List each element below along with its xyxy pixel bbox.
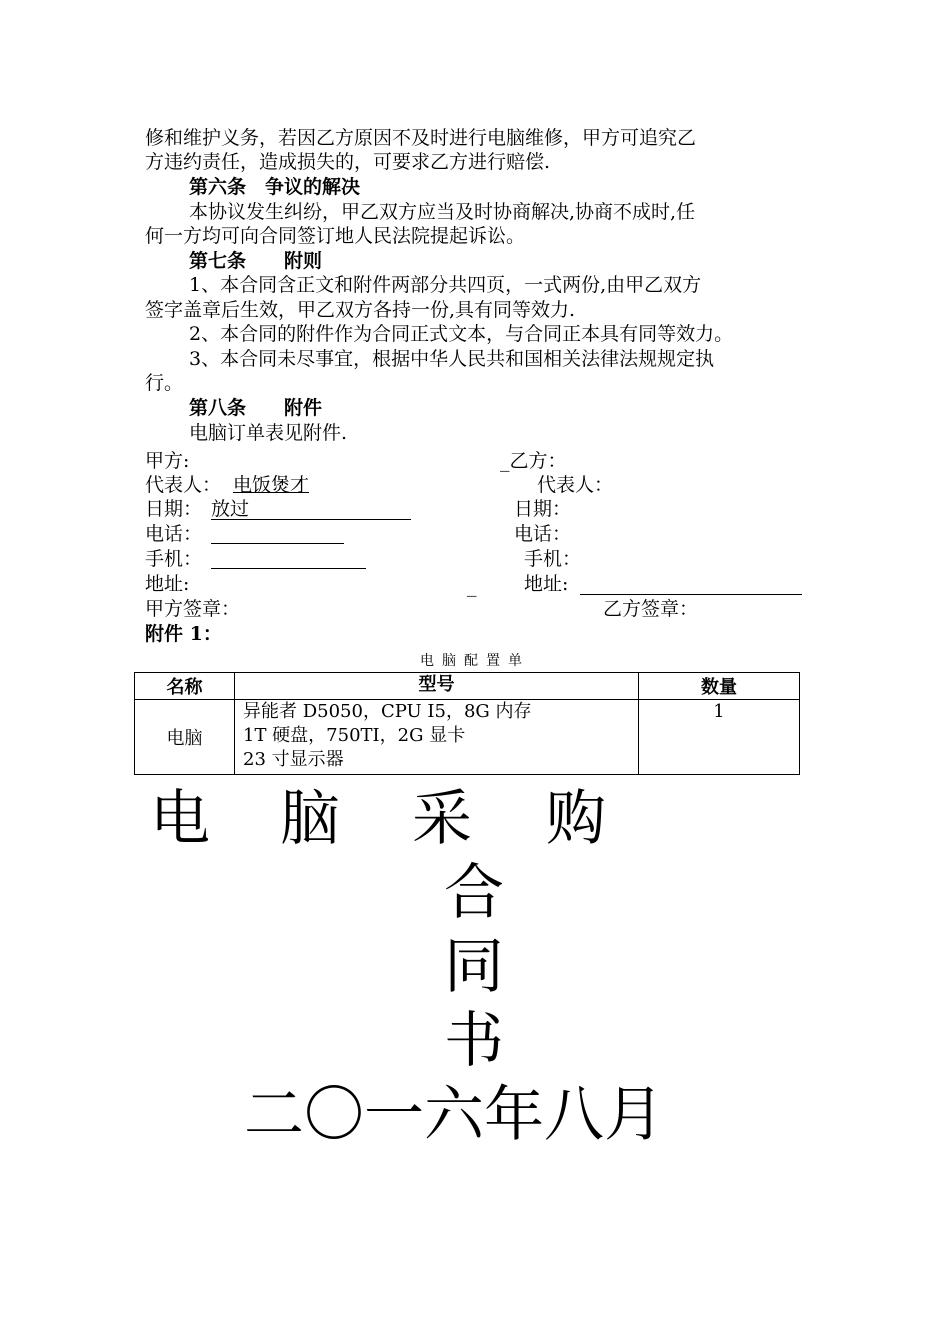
table-row: [135, 700, 800, 775]
paragraph-line: 1、本合同含正文和附件两部分共四页，一式两份,由甲乙双方: [189, 274, 702, 296]
header-model: 型号: [235, 673, 639, 700]
address-b-underline: [580, 594, 802, 595]
date-a-value: 放过: [211, 498, 250, 520]
paragraph-line: 电脑订单表见附件.: [189, 422, 348, 444]
paragraph-line: 本协议发生纠纷，甲乙双方应当及时协商解决,协商不成时,任: [189, 201, 696, 223]
mobile-b-label: 手机：: [524, 548, 582, 570]
mobile-a-label: 手机：: [145, 548, 203, 570]
cover-char: 合: [444, 858, 504, 928]
cell-qty: 1: [639, 700, 800, 775]
header-qty: 数量: [639, 673, 800, 700]
article-6-heading: 第六条 争议的解决: [189, 176, 361, 198]
phone-b-label: 电话：: [514, 523, 572, 545]
cover-char: 购: [546, 784, 606, 854]
annex-label: 附件 1：: [145, 623, 222, 645]
model-line: 23 寸显示器: [243, 749, 344, 770]
table-header-row: [135, 673, 800, 700]
paragraph-line: 2、本合同的附件作为合同正式文本，与合同正本具有同等效力。: [189, 323, 734, 345]
rep-a-label: 代表人：: [145, 474, 222, 496]
paragraph-line: 行。: [145, 372, 184, 394]
mobile-a-underline: [211, 568, 366, 569]
rep-a-value: 电饭煲才: [233, 474, 310, 496]
config-table: [134, 672, 800, 775]
cover-char: 书: [444, 1006, 504, 1076]
paragraph-line: 何一方均可向合同签订地人民法院提起诉讼。: [145, 225, 526, 247]
config-table-title: 电脑配置单: [420, 653, 530, 669]
date-b-label: 日期：: [514, 498, 572, 520]
header-name: 名称: [135, 673, 235, 700]
cell-model: [235, 700, 639, 775]
model-line: 1T 硬盘，750TI，2G 显卡: [243, 725, 466, 746]
cover-char: 电: [150, 784, 210, 854]
cover-date: 二〇一六年八月: [244, 1080, 664, 1150]
paragraph-line: 方违约责任，造成损失的，可要求乙方进行赔偿.: [145, 151, 551, 173]
seal-a-label: 甲方签章：: [145, 598, 241, 620]
paragraph-line: 3、本合同未尽事宜，根据中华人民共和国相关法律法规规定执: [189, 348, 715, 370]
address-a-label: 地址:: [145, 573, 190, 595]
paragraph-line: 修和维护义务，若因乙方原因不及时进行电脑维修，甲方可追究乙: [145, 127, 697, 149]
phone-a-label: 电话：: [145, 523, 203, 545]
party-b-label: _乙方：: [500, 450, 567, 472]
rep-b-label: 代表人：: [537, 474, 614, 496]
article-8-heading: 第八条 附件: [189, 397, 323, 419]
cell-name: 电脑: [135, 700, 235, 775]
seal-b-label: 乙方签章：: [603, 598, 699, 620]
address-b-label: 地址:: [524, 573, 569, 595]
phone-a-underline: [211, 543, 344, 544]
model-line: 异能者 D5050，CPU I5，8G 内存: [243, 701, 532, 722]
paragraph-line: 签字盖章后生效，甲乙双方各持一份,具有同等效力.: [145, 299, 576, 321]
address-a-mark: _: [467, 575, 477, 597]
date-a-label: 日期：: [145, 498, 203, 520]
article-7-heading: 第七条 附则: [189, 250, 323, 272]
date-a-underline: [211, 519, 411, 520]
party-a-label: 甲方:: [145, 450, 190, 472]
cover-char: 同: [444, 932, 504, 1002]
cover-char: 脑: [280, 784, 340, 854]
cover-char: 采: [412, 784, 472, 854]
